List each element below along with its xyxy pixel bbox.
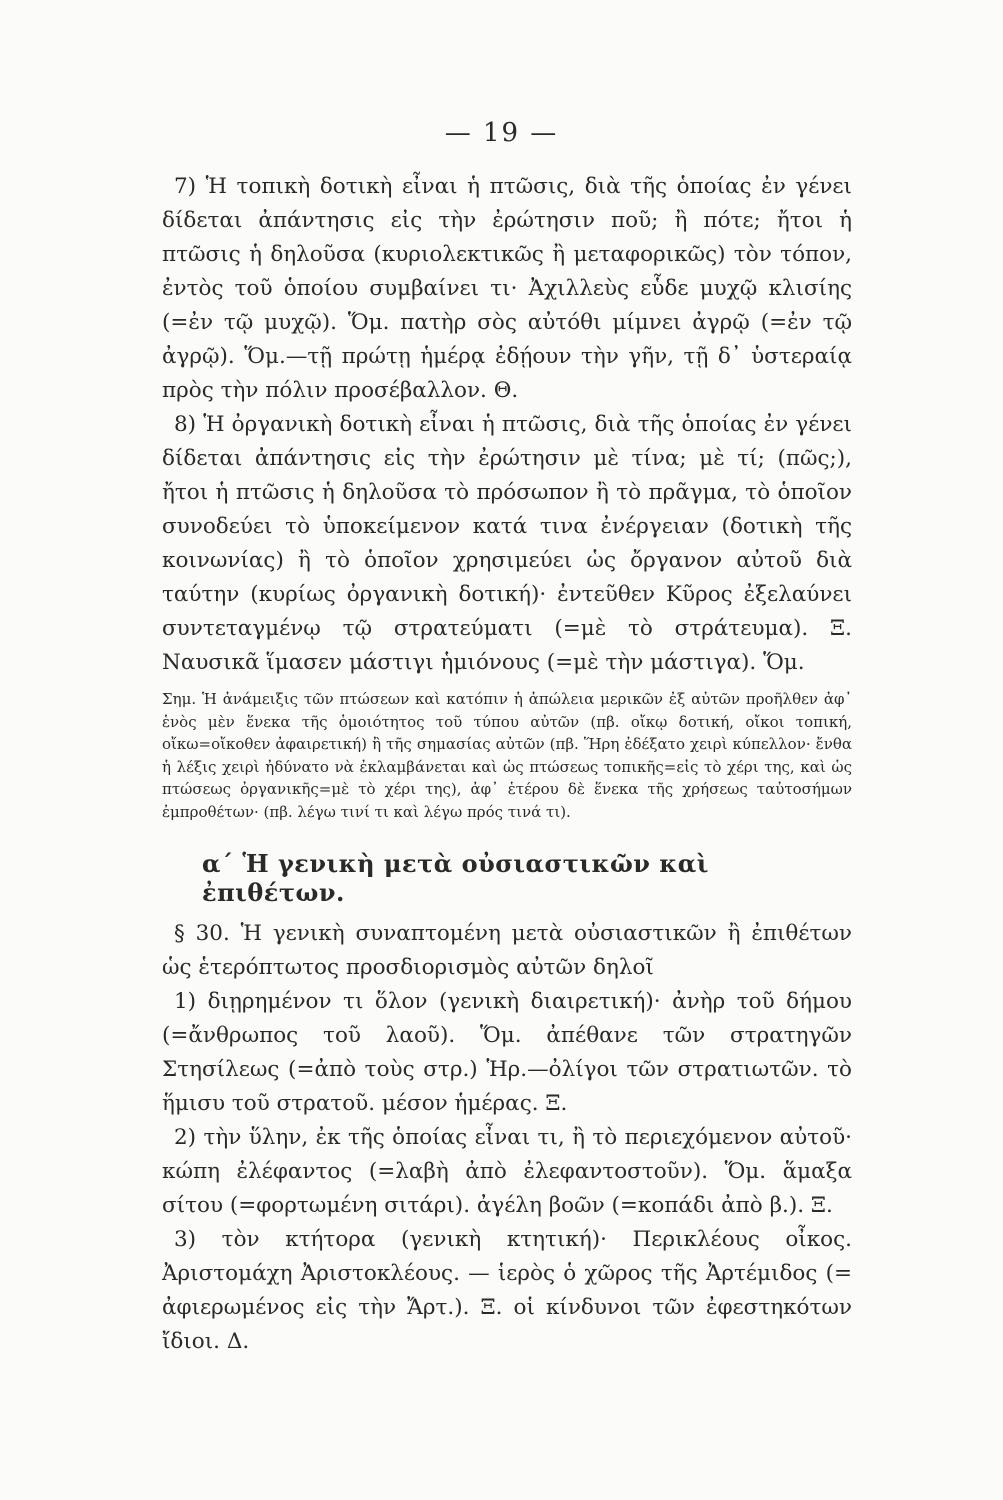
paragraph-7: 7) Ἡ τοπικὴ δοτικὴ εἶναι ἡ πτῶσις, διὰ τῆς ὁποίας ἐν γένει δίδεται ἀπάντησις εἰς τὴν ἐρώτησιν ποῦ; ἢ πότε; ἤτοι ἡ πτῶσις ἡ δηλοῦσα (κυριολεκτικῶς ἢ μεταφορικῶς) τὸν τόπον, ἐντὸς τοῦ ὁποίου συμβαίνει τι· Ἀχιλλεὺς εὗδε μυχῷ κλισίης (=ἐν τῷ μυχῷ). Ὅμ. πατὴρ σὸς αὐτόθι μίμνει ἀγρῷ (=ἐν τῷ ἀγρῷ). Ὅμ.—τῇ πρώτῃ ἡμέρᾳ ἐδῄουν τὴν γῆν, τῇ δ᾽ ὑστεραίᾳ πρὸς τὴν πόλιν προσέβαλλον. Θ. [162,174,852,403]
section-30-item-1: 1) διῃρημένον τι ὅλον (γενικὴ διαιρετική)· ἀνὴρ τοῦ δήμου (=ἄνθρωπος τοῦ λαοῦ). Ὅμ. ἀπέθανε τῶν στρατηγῶν Στησίλεως (=ἀπὸ τοὺς στρ.) Ἡρ.—ὀλίγοι τῶν στρατιωτῶν. τὸ ἥμισυ τοῦ στρατοῦ. μέσον ἡμέρας. Ξ. [162,989,852,1116]
section-30-intro: § 30. Ἡ γενικὴ συναπτομένη μετὰ οὐσιαστικῶν ἢ ἐπιθέτων ὡς ἑτερόπτωτος προσδιορισμὸς αὐτῶν δηλοῖ [162,921,852,980]
section-30-item-2: 2) τὴν ὕλην, ἐκ τῆς ὁποίας εἶναι τι, ἢ τὸ περιεχόμενον αὐτοῦ· κώπη ἐλέφαντος (=λαβὴ ἀπὸ ἐλεφαντοστοῦν). Ὅμ. ἅμαξα σίτου (=φορτωμένη σιτάρι). ἀγέλη βοῶν (=κοπάδι ἀπὸ β.). Ξ. [162,1125,852,1218]
paragraph-8: 8) Ἡ ὀργανικὴ δοτικὴ εἶναι ἡ πτῶσις, διὰ τῆς ὁποίας ἐν γένει δίδεται ἀπάντησις εἰς τὴν ἐρώτησιν μὲ τίνα; μὲ τί; (πῶς;), ἤτοι ἡ πτῶσις ἡ δηλοῦσα τὸ πρόσωπον ἢ τὸ πρᾶγμα, τὸ ὁποῖον συνοδεύει τὸ ὑποκείμενον κατά τινα ἐνέργειαν (δοτικὴ τῆς κοινωνίας) ἢ τὸ ὁποῖον χρησιμεύει ὡς ὄργανον αὐτοῦ διὰ ταύτην (κυρίως ὀργανικὴ δοτική)· ἐντεῦθεν Κῦρος ἐξελαύνει συντεταγμένῳ τῷ στρατεύματι (=μὲ τὸ στράτευμα). Ξ. Ναυσικᾶ ἵμασεν μάστιγι ἡμιόνους (=μὲ τὴν μάστιγα). Ὅμ. [162,412,852,675]
section-30-item-3: 3) τὸν κτήτορα (γενικὴ κτητική)· Περικλέους οἶκος. Ἀριστομάχη Ἀριστοκλέους. — ἱερὸς ὁ χῶρος τῆς Ἀρτέμιδος (= ἀφιερωμένος εἰς τὴν Ἄρτ.). Ξ. οἱ κίνδυνοι τῶν ἐφεστηκότων ἴδιοι. Δ. [162,1227,852,1354]
note: Σημ. Ἡ ἀνάμειξις τῶν πτώσεων καὶ κατόπιν ἡ ἀπώλεια μερικῶν ἐξ αὐτῶν προῆλθεν ἀφ᾽ ἑνὸς μὲν ἕνεκα τῆς ὁμοιότητος τοῦ τύπου αὐτῶν (πβ. οἴκῳ δοτική, οἴκοι τοπική, οἴκω=οἴκοθεν ἀφαιρετική) ἢ τῆς σημασίας αὐτῶν (πβ. Ἥρη ἐδέξατο χειρὶ κύπελλον· ἔνθα ἡ λέξις χειρὶ ἠδύνατο νὰ ἐκλαμβάνεται καὶ ὡς πτώσεως τοπικῆς=εἰς τὸ χέρι της, καὶ ὡς πτώσεως ὀργανικῆς=μὲ τὸ χέρι της), ἀφ᾽ ἑτέρου δὲ ἕνεκα τῆς χρήσεως ταὐτοσήμων ἐμπροθέτων· (πβ. λέγω τινί τι καὶ λέγω πρός τινά τι). [162,690,852,821]
page-number: — 19 — [444,118,559,148]
section-heading: α´ Ἡ γενικὴ μετὰ οὐσιαστικῶν καὶ ἐπιθέτων. [202,849,709,907]
page-body [162,170,852,1359]
